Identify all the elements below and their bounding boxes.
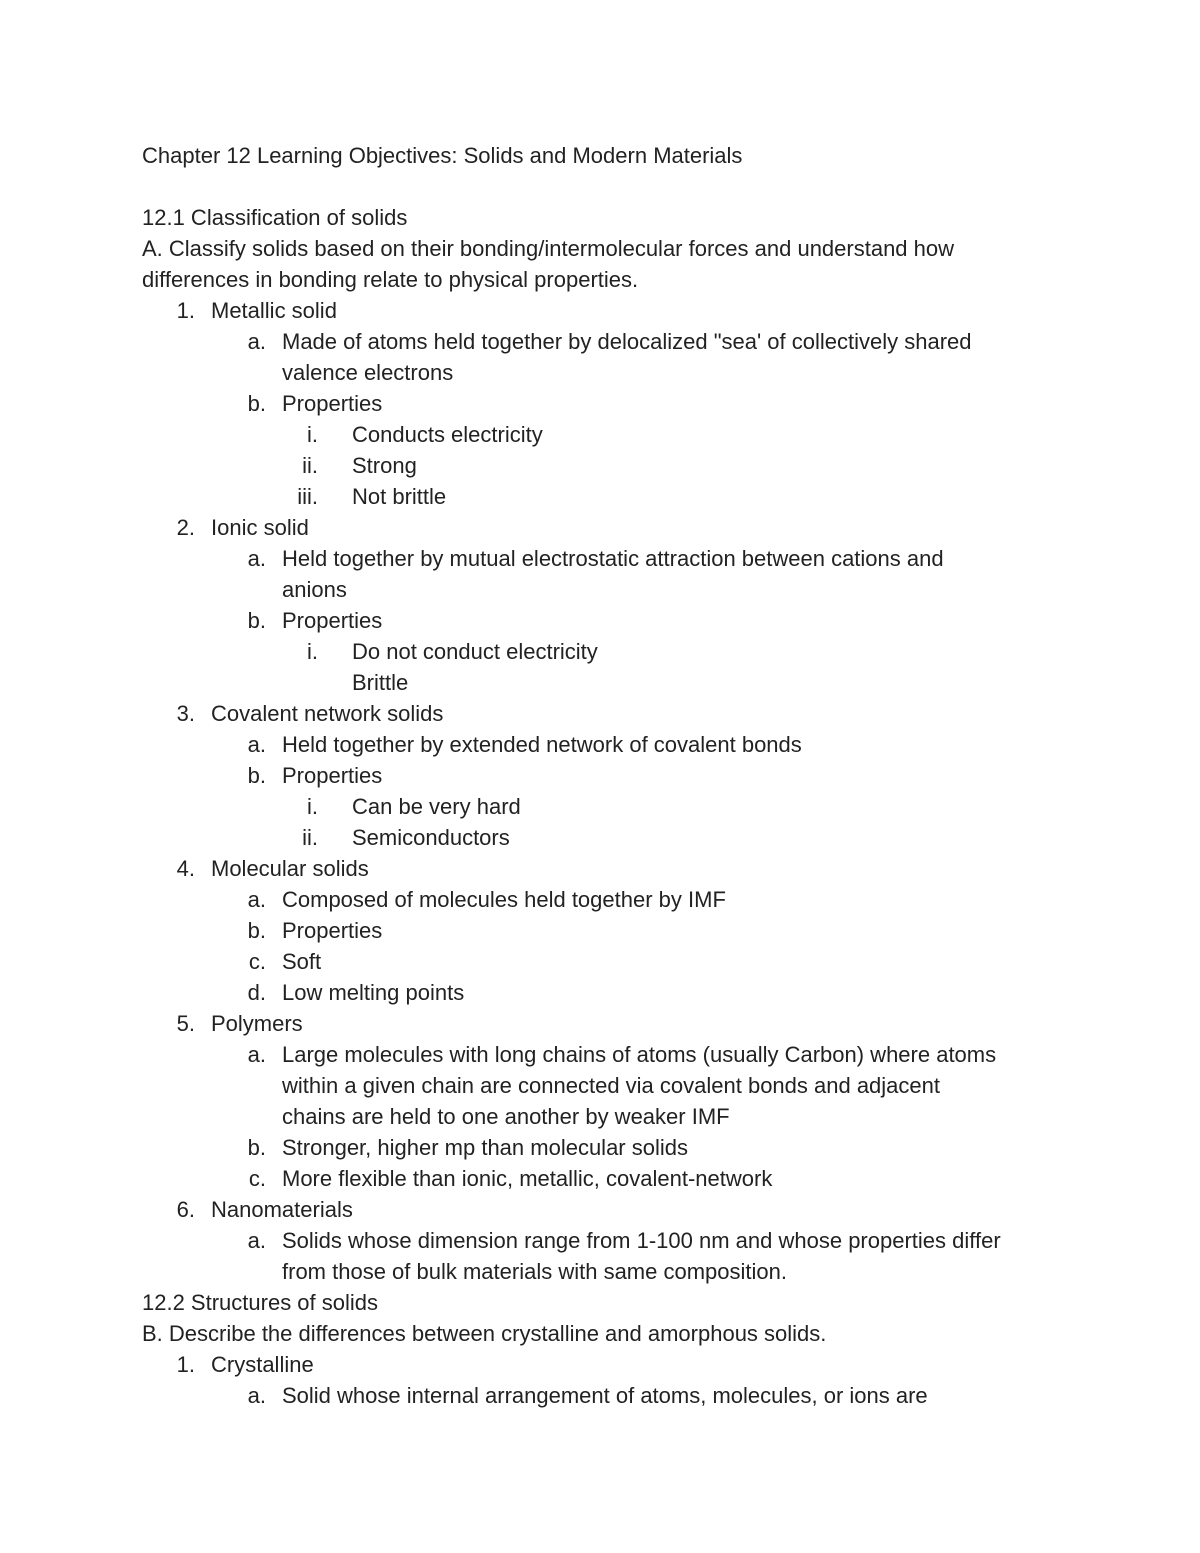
metallic-property: Strong [352,453,417,478]
polymers-item: More flexible than ionic, metallic, covalent-network [282,1166,773,1191]
list-letter: a. [247,732,266,757]
ionic-properties-label: Properties [282,608,383,633]
list-number: 1. [176,1352,195,1377]
molecular-item: Soft [282,949,322,974]
list-number: 1. [176,298,195,323]
list-letter: c. [248,1166,266,1191]
list-item-ionic-solid: Ionic solid [211,515,309,540]
metallic-description-line-1: Made of atoms held together by delocalized "sea' of collectively shared [282,329,972,354]
list-letter: d. [247,980,266,1005]
list-item-covalent-network: Covalent network solids [211,701,444,726]
objective-a-line-2: differences in bonding relate to physical properties. [142,267,639,292]
list-item-crystalline: Crystalline [211,1352,314,1377]
ionic-property: Brittle [352,670,409,695]
crystalline-description-line-1: Solid whose internal arrangement of atoms, molecules, or ions are [282,1383,928,1408]
list-item-polymers: Polymers [211,1011,303,1036]
covalent-property: Can be very hard [352,794,521,819]
covalent-properties-label: Properties [282,763,383,788]
list-letter: b. [247,608,266,633]
metallic-description-line-2: valence electrons [282,360,454,385]
document-title: Chapter 12 Learning Objectives: Solids and Modern Materials [142,143,743,168]
list-number: 2. [176,515,195,540]
metallic-properties-label: Properties [282,391,383,416]
objective-b: B. Describe the differences between crystalline and amorphous solids. [142,1321,827,1346]
list-letter: b. [247,918,266,943]
nano-description-line-2: from those of bulk materials with same composition. [282,1259,787,1284]
list-letter: b. [247,763,266,788]
list-letter: c. [248,949,266,974]
covalent-description: Held together by extended network of covalent bonds [282,732,802,757]
list-number: 3. [176,701,195,726]
molecular-item: Composed of molecules held together by IMF [282,887,726,912]
list-item-nanomaterials: Nanomaterials [211,1197,353,1222]
list-letter: a. [247,1228,266,1253]
list-roman: i. [307,794,318,819]
covalent-property: Semiconductors [352,825,510,850]
polymers-description-line-1: Large molecules with long chains of atoms (usually Carbon) where atoms [282,1042,997,1067]
list-letter: b. [247,391,266,416]
metallic-property: Conducts electricity [352,422,543,447]
list-number: 5. [176,1011,195,1036]
ionic-property: Do not conduct electricity [352,639,598,664]
list-roman: iii. [297,484,318,509]
list-letter: a. [247,1383,266,1408]
molecular-item: Low melting points [282,980,465,1005]
list-number: 6. [176,1197,195,1222]
polymers-description-line-2: within a given chain are connected via covalent bonds and adjacent [282,1073,941,1098]
ionic-description-line-2: anions [282,577,347,602]
list-letter: a. [247,329,266,354]
list-roman: i. [307,422,318,447]
ionic-description-line-1: Held together by mutual electrostatic attraction between cations and [282,546,944,571]
list-item-molecular-solids: Molecular solids [211,856,369,881]
list-item-metallic-solid: Metallic solid [211,298,337,323]
list-letter: b. [247,1135,266,1160]
objective-a-line-1: A. Classify solids based on their bonding/intermolecular forces and understand how [142,236,955,261]
list-letter: a. [247,546,266,571]
polymers-description-line-3: chains are held to one another by weaker IMF [282,1104,730,1129]
section-heading-12-1: 12.1 Classification of solids [142,205,408,230]
nano-description-line-1: Solids whose dimension range from 1-100 nm and whose properties differ [282,1228,1001,1253]
section-heading-12-2: 12.2 Structures of solids [142,1290,379,1315]
list-roman: ii. [302,453,318,478]
metallic-property: Not brittle [352,484,447,509]
list-roman: i. [307,639,318,664]
list-roman: ii. [302,825,318,850]
list-letter: a. [247,1042,266,1067]
list-letter: a. [247,887,266,912]
molecular-item: Properties [282,918,383,943]
polymers-item: Stronger, higher mp than molecular solids [282,1135,688,1160]
list-number: 4. [176,856,195,881]
